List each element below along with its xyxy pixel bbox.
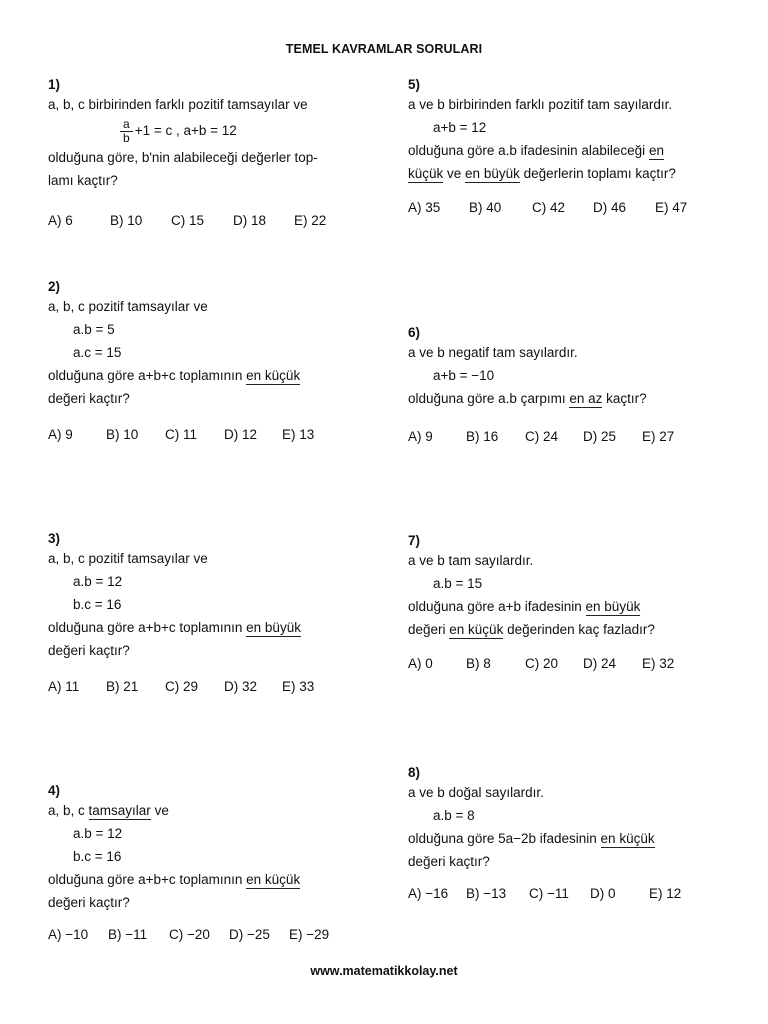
question-text-part: olduğuna göre a+b+c toplamının [48,368,247,383]
option-b[interactable]: B) 10 [110,213,143,228]
option-d[interactable]: D) 32 [224,679,258,694]
question-text [408,827,738,850]
answer-options [48,676,378,698]
fraction [120,118,133,145]
question-3 [48,530,378,698]
option-c[interactable]: C) 20 [525,656,559,671]
option-a[interactable]: A) 9 [48,427,73,442]
underlined-phrase: en küçük [449,622,504,637]
option-d[interactable]: D) 18 [233,213,267,228]
underlined-phrase: en küçük [246,872,301,887]
formula-rest: +1 = c , a+b = 12 [134,123,237,138]
option-a[interactable]: A) −16 [408,886,449,901]
option-b[interactable]: B) 40 [469,200,502,215]
underlined-phrase: en az [569,391,603,406]
question-text-part: kaçtır? [602,391,647,406]
option-e[interactable]: E) 22 [294,213,327,228]
underlined-phrase: en küçük [246,368,301,383]
question-text [48,364,378,387]
question-6 [408,324,738,448]
condition: a+b = 12 [433,120,487,135]
underlined-phrase: en büyük [465,166,520,181]
condition: a.b = 12 [73,826,123,841]
option-b[interactable]: B) −11 [108,927,148,942]
answer-options [408,426,738,448]
option-e[interactable]: E) −29 [289,927,330,942]
option-d[interactable]: D) 0 [590,886,616,901]
option-a[interactable]: A) 0 [408,656,433,671]
question-number: 6) [408,325,421,340]
question-text [48,616,378,639]
question-text: a ve b birbirinden farklı pozitif tam sayılardır. [408,97,673,112]
option-d[interactable]: D) 46 [593,200,627,215]
underlined-phrase: en büyük [585,599,641,614]
question-text: a ve b negatif tam sayılardır. [408,345,578,360]
option-e[interactable]: E) 13 [282,427,315,442]
option-c[interactable]: C) 24 [525,429,559,444]
option-c[interactable]: C) 42 [532,200,566,215]
option-e[interactable]: E) 47 [655,200,688,215]
page-title: TEMEL KAVRAMLAR SORULARI [285,42,483,56]
question-number: 5) [408,77,421,92]
question-text: a, b, c birbirinden farklı pozitif tamsayılar ve [48,97,308,112]
option-c[interactable]: C) −20 [169,927,210,942]
question-text-part: olduğuna göre a+b+c toplamının [48,872,247,887]
question-text: a, b, c pozitif tamsayılar ve [48,551,208,566]
question-text-part: olduğuna göre a.b çarpımı [408,391,570,406]
underlined-phrase: küçük [408,166,444,181]
answer-options [408,883,738,905]
question-text-part: a, b, c [48,803,89,818]
underlined-phrase: en [648,143,664,158]
option-d[interactable]: D) −25 [229,927,270,942]
question-text-part: olduğuna göre a.b ifadesinin alabileceği [408,143,649,158]
underlined-phrase: en büyük [246,620,301,635]
question-text: değeri kaçtır? [408,854,490,869]
question-number: 7) [408,533,421,548]
question-2 [48,278,378,446]
underlined-phrase: tamsayılar [88,803,151,818]
option-b[interactable]: B) 8 [466,656,491,671]
option-c[interactable]: C) 29 [165,679,199,694]
fraction-denominator: b [123,130,130,145]
question-text-part: olduğuna göre a+b ifadesinin [408,599,586,614]
question-number: 2) [48,279,61,294]
question-text-part: ve [443,166,466,181]
option-c[interactable]: C) −11 [529,886,569,901]
option-e[interactable]: E) 32 [642,656,675,671]
answer-options [408,653,738,675]
option-d[interactable]: D) 25 [583,429,617,444]
condition: a.b = 8 [433,808,475,823]
question-number: 4) [48,783,61,798]
condition: b.c = 16 [73,597,122,612]
question-number: 1) [48,77,61,92]
option-a[interactable]: A) 11 [48,679,80,694]
underlined-phrase: en küçük [600,831,655,846]
condition: a.b = 15 [433,576,483,591]
condition: b.c = 16 [73,849,122,864]
option-c[interactable]: C) 15 [171,213,205,228]
condition: a.b = 5 [73,322,115,337]
option-d[interactable]: D) 12 [224,427,258,442]
question-number: 3) [48,531,61,546]
question-text [408,595,738,618]
question-7 [408,532,738,675]
question-text [48,868,378,891]
question-text: a, b, c pozitif tamsayılar ve [48,299,208,314]
question-text: a ve b doğal sayılardır. [408,785,544,800]
option-e[interactable]: E) 12 [649,886,682,901]
question-text [408,618,738,641]
question-text: a ve b tam sayılardır. [408,553,534,568]
question-8 [408,764,738,905]
question-text-part: olduğuna göre 5a−2b ifadesinin [408,831,601,846]
question-text: değeri kaçtır? [48,895,130,910]
question-text [48,799,378,822]
question-text: olduğuna göre, b'nin alabileceği değerler top- [48,150,318,165]
option-d[interactable]: D) 24 [583,656,617,671]
option-e[interactable]: E) 27 [642,429,675,444]
formula [48,116,378,146]
question-text: değeri kaçtır? [48,391,130,406]
option-b[interactable]: B) 16 [466,429,499,444]
condition: a.b = 12 [73,574,123,589]
answer-options [408,197,738,219]
option-b[interactable]: B) 10 [106,427,139,442]
footer-url: www.matematikkolay.net [310,964,458,978]
option-b[interactable]: B) 21 [106,679,139,694]
option-e[interactable]: E) 33 [282,679,315,694]
answer-options [48,210,378,232]
question-text [408,139,738,162]
question-4 [48,782,378,946]
option-a[interactable]: A) −10 [48,927,89,942]
question-text: değeri kaçtır? [48,643,130,658]
condition: a+b = −10 [433,368,495,383]
option-c[interactable]: C) 11 [165,427,198,442]
question-text [408,162,738,185]
fraction-numerator: a [120,118,133,132]
question-1 [48,76,378,232]
question-text-part: değerlerin toplamı kaçtır? [519,166,676,181]
condition: a.c = 15 [73,345,122,360]
answer-options [48,424,378,446]
question-text [408,387,738,410]
question-text-part: ve [150,803,169,818]
option-a[interactable]: A) 6 [48,213,73,228]
answer-options [48,924,378,946]
question-5 [408,76,738,219]
question-text-part: olduğuna göre a+b+c toplamının [48,620,247,635]
question-text: lamı kaçtır? [48,173,118,188]
question-text-part: değerinden kaç fazladır? [503,622,655,637]
option-b[interactable]: B) −13 [466,886,507,901]
question-number: 8) [408,765,421,780]
question-text-part: değeri [408,622,450,637]
option-a[interactable]: A) 35 [408,200,441,215]
option-a[interactable]: A) 9 [408,429,433,444]
